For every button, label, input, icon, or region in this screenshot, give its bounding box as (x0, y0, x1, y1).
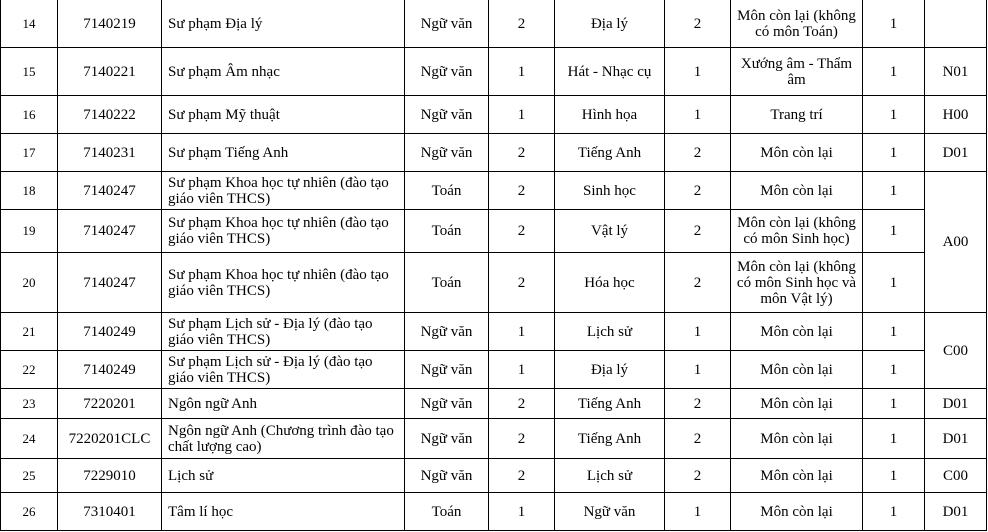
weight-1: 2 (489, 172, 555, 210)
combination-code: D01 (925, 419, 987, 459)
table-row (1, 134, 987, 172)
table-row (1, 48, 987, 96)
weight-3: 1 (863, 134, 925, 172)
major-code: 7140231 (58, 134, 162, 172)
major-name: Sư phạm Âm nhạc (162, 48, 405, 96)
row-number: 22 (1, 351, 58, 389)
table-row (1, 389, 987, 419)
major-name: Sư phạm Mỹ thuật (162, 96, 405, 134)
weight-2: 2 (665, 419, 731, 459)
major-name: Sư phạm Địa lý (162, 0, 405, 48)
weight-2: 2 (665, 172, 731, 210)
subject-1: Ngữ văn (405, 351, 489, 389)
row-number: 23 (1, 389, 58, 419)
subject-3: Môn còn lại (không có môn Toán) (731, 0, 863, 48)
row-number: 16 (1, 96, 58, 134)
table-row (1, 419, 987, 459)
subject-2: Lịch sử (555, 313, 665, 351)
weight-3: 1 (863, 253, 925, 313)
weight-2: 2 (665, 389, 731, 419)
subject-1: Toán (405, 210, 489, 253)
weight-1: 2 (489, 459, 555, 493)
major-name: Sư phạm Khoa học tự nhiên (đào tạo giáo viên THCS) (162, 253, 405, 313)
subject-1: Ngữ văn (405, 134, 489, 172)
weight-3: 1 (863, 493, 925, 531)
major-code: 7140249 (58, 313, 162, 351)
subject-2: Ngữ văn (555, 493, 665, 531)
subject-1: Ngữ văn (405, 0, 489, 48)
subject-2: Sinh học (555, 172, 665, 210)
row-number: 15 (1, 48, 58, 96)
subject-3: Môn còn lại (731, 389, 863, 419)
major-code: 7220201CLC (58, 419, 162, 459)
subject-1: Toán (405, 253, 489, 313)
weight-1: 1 (489, 351, 555, 389)
subject-3: Trang trí (731, 96, 863, 134)
major-code: 7140222 (58, 96, 162, 134)
table-row (1, 96, 987, 134)
subject-3: Môn còn lại (731, 172, 863, 210)
weight-1: 2 (489, 210, 555, 253)
row-number: 21 (1, 313, 58, 351)
table-row (1, 351, 987, 389)
combination-code: D01 (925, 493, 987, 531)
subject-3: Môn còn lại (731, 351, 863, 389)
major-name: Sư phạm Tiếng Anh (162, 134, 405, 172)
weight-2: 1 (665, 313, 731, 351)
subject-2: Tiếng Anh (555, 389, 665, 419)
row-number: 20 (1, 253, 58, 313)
subject-3: Môn còn lại (không có môn Sinh học và môn Vật lý) (731, 253, 863, 313)
combination-code: D01 (925, 134, 987, 172)
row-number: 14 (1, 0, 58, 48)
weight-3: 1 (863, 96, 925, 134)
row-number: 18 (1, 172, 58, 210)
weight-1: 2 (489, 134, 555, 172)
subject-3: Môn còn lại (731, 134, 863, 172)
weight-3: 1 (863, 351, 925, 389)
combination-code: D01 (925, 389, 987, 419)
weight-2: 2 (665, 0, 731, 48)
combination-code: C00 (925, 313, 987, 389)
row-number: 19 (1, 210, 58, 253)
major-name: Sư phạm Khoa học tự nhiên (đào tạo giáo viên THCS) (162, 210, 405, 253)
weight-2: 2 (665, 134, 731, 172)
subject-2: Địa lý (555, 351, 665, 389)
subject-3: Môn còn lại (731, 459, 863, 493)
major-code: 7220201 (58, 389, 162, 419)
weight-2: 1 (665, 351, 731, 389)
major-code: 7140221 (58, 48, 162, 96)
weight-1: 1 (489, 96, 555, 134)
weight-2: 2 (665, 459, 731, 493)
weight-3: 1 (863, 459, 925, 493)
weight-2: 1 (665, 96, 731, 134)
weight-3: 1 (863, 419, 925, 459)
weight-3: 1 (863, 313, 925, 351)
subject-1: Toán (405, 172, 489, 210)
subject-3: Môn còn lại (không có môn Sinh học) (731, 210, 863, 253)
weight-3: 1 (863, 210, 925, 253)
table-row (1, 313, 987, 351)
weight-2: 2 (665, 210, 731, 253)
major-code: 7140247 (58, 172, 162, 210)
weight-3: 1 (863, 0, 925, 48)
major-name: Tâm lí học (162, 493, 405, 531)
weight-1: 2 (489, 389, 555, 419)
weight-3: 1 (863, 389, 925, 419)
subject-2: Vật lý (555, 210, 665, 253)
major-code: 7140247 (58, 253, 162, 313)
table-row (1, 172, 987, 210)
table-row (1, 493, 987, 531)
weight-1: 2 (489, 419, 555, 459)
table-row (1, 210, 987, 253)
weight-3: 1 (863, 172, 925, 210)
subject-1: Ngữ văn (405, 96, 489, 134)
subject-1: Toán (405, 493, 489, 531)
subject-3: Môn còn lại (731, 313, 863, 351)
major-name: Sư phạm Lịch sử - Địa lý (đào tạo giáo viên THCS) (162, 351, 405, 389)
subject-1: Ngữ văn (405, 313, 489, 351)
subject-2: Tiếng Anh (555, 419, 665, 459)
subject-2: Tiếng Anh (555, 134, 665, 172)
weight-1: 1 (489, 48, 555, 96)
weight-1: 2 (489, 0, 555, 48)
major-name: Ngôn ngữ Anh (Chương trình đào tạo chất lượng cao) (162, 419, 405, 459)
table-row (1, 0, 987, 48)
weight-1: 2 (489, 253, 555, 313)
table-row (1, 459, 987, 493)
row-number: 17 (1, 134, 58, 172)
row-number: 24 (1, 419, 58, 459)
weight-2: 1 (665, 48, 731, 96)
major-name: Sư phạm Khoa học tự nhiên (đào tạo giáo viên THCS) (162, 172, 405, 210)
row-number: 25 (1, 459, 58, 493)
combination-code: N01 (925, 48, 987, 96)
subject-2: Địa lý (555, 0, 665, 48)
combination-code: C00 (925, 459, 987, 493)
subject-2: Hình họa (555, 96, 665, 134)
major-name: Sư phạm Lịch sử - Địa lý (đào tạo giáo viên THCS) (162, 313, 405, 351)
major-code: 7310401 (58, 493, 162, 531)
weight-1: 1 (489, 493, 555, 531)
subject-3: Môn còn lại (731, 493, 863, 531)
weight-1: 1 (489, 313, 555, 351)
subject-2: Hát - Nhạc cụ (555, 48, 665, 96)
table-row (1, 253, 987, 313)
subject-1: Ngữ văn (405, 419, 489, 459)
combination-code: H00 (925, 96, 987, 134)
weight-3: 1 (863, 48, 925, 96)
subject-3: Môn còn lại (731, 419, 863, 459)
subject-2: Hóa học (555, 253, 665, 313)
major-code: 7229010 (58, 459, 162, 493)
subject-1: Ngữ văn (405, 389, 489, 419)
major-name: Ngôn ngữ Anh (162, 389, 405, 419)
subject-3: Xướng âm - Thẩm âm (731, 48, 863, 96)
weight-2: 1 (665, 493, 731, 531)
subject-1: Ngữ văn (405, 459, 489, 493)
combination-code: A00 (925, 172, 987, 313)
major-code: 7140247 (58, 210, 162, 253)
row-number: 26 (1, 493, 58, 531)
subject-1: Ngữ văn (405, 48, 489, 96)
major-name: Lịch sử (162, 459, 405, 493)
major-code: 7140219 (58, 0, 162, 48)
major-code: 7140249 (58, 351, 162, 389)
combination-code (925, 0, 987, 48)
weight-2: 2 (665, 253, 731, 313)
subject-2: Lịch sử (555, 459, 665, 493)
